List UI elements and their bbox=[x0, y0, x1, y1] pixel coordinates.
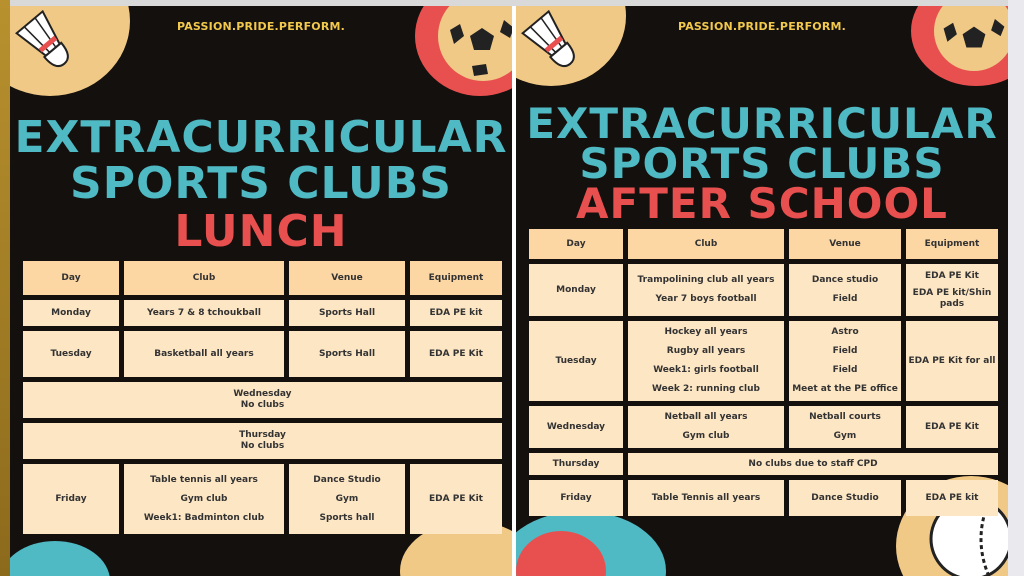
table-row bbox=[529, 406, 998, 448]
soccer-ball-icon bbox=[442, 6, 512, 80]
after-school-schedule-table bbox=[524, 224, 1003, 521]
soccer-ball-icon bbox=[936, 6, 1008, 76]
venue-line: Netball courts bbox=[809, 412, 881, 422]
equipment-cell: EDA PE Kit for all bbox=[906, 321, 998, 401]
venue-cell bbox=[789, 321, 901, 401]
venue-cell bbox=[789, 406, 901, 448]
club-line: Trampolining club all years bbox=[637, 275, 775, 285]
day-cell: Wednesday bbox=[529, 406, 623, 448]
no-clubs-note: No clubs bbox=[240, 400, 285, 410]
equipment-cell: EDA PE Kit bbox=[410, 331, 502, 377]
club-line: Gym club bbox=[682, 431, 730, 441]
note-cell: No clubs due to staff CPD bbox=[628, 453, 998, 475]
table-row bbox=[23, 331, 502, 377]
equipment-line: EDA PE kit/Shin pads bbox=[912, 287, 992, 309]
deco-circle-bottom-left bbox=[10, 541, 110, 576]
club-cell bbox=[628, 406, 784, 448]
header-day: Day bbox=[23, 261, 119, 295]
subtitle-after-school: AFTER SCHOOL bbox=[576, 179, 948, 228]
title-line2: SPORTS CLUBS bbox=[579, 139, 945, 188]
venue-line: Field bbox=[832, 294, 858, 304]
header-equipment: Equipment bbox=[410, 261, 502, 295]
club-cell: Years 7 & 8 tchoukball bbox=[124, 300, 284, 326]
table-header-row bbox=[23, 261, 502, 295]
header-club: Club bbox=[628, 229, 784, 259]
club-line: Rugby all years bbox=[666, 346, 746, 356]
club-line: Table tennis all years bbox=[150, 474, 258, 485]
day-cell: Tuesday bbox=[529, 321, 623, 401]
club-line: Hockey all years bbox=[664, 327, 748, 337]
header-venue: Venue bbox=[789, 229, 901, 259]
club-line: Week1: girls football bbox=[653, 365, 759, 375]
day-cell: Tuesday bbox=[23, 331, 119, 377]
club-cell bbox=[124, 464, 284, 534]
club-cell: Table Tennis all years bbox=[628, 480, 784, 516]
table-row bbox=[529, 480, 998, 516]
club-line: Week1: Badminton club bbox=[143, 512, 265, 523]
day-label: Wednesday bbox=[233, 389, 292, 399]
club-cell bbox=[628, 321, 784, 401]
club-cell: Basketball all years bbox=[124, 331, 284, 377]
frame-right-border bbox=[1008, 0, 1024, 576]
venue-cell: Sports Hall bbox=[289, 331, 405, 377]
table-row bbox=[529, 264, 998, 316]
venue-line: Field bbox=[832, 346, 858, 356]
title-line1: EXTRACURRICULAR bbox=[14, 112, 508, 163]
venue-line: Dance Studio bbox=[313, 474, 381, 485]
club-line: Gym club bbox=[180, 493, 228, 504]
header-day: Day bbox=[529, 229, 623, 259]
table-row bbox=[529, 321, 998, 401]
table-header-row bbox=[529, 229, 998, 259]
merged-day-cell bbox=[23, 423, 502, 459]
header-equipment: Equipment bbox=[906, 229, 998, 259]
no-clubs-note: No clubs bbox=[240, 441, 285, 451]
venue-cell bbox=[289, 464, 405, 534]
table-row bbox=[23, 423, 502, 459]
table-row bbox=[23, 464, 502, 534]
equipment-line: EDA PE Kit bbox=[925, 270, 979, 281]
header-venue: Venue bbox=[289, 261, 405, 295]
shuttlecock-icon bbox=[12, 8, 82, 78]
venue-cell: Sports Hall bbox=[289, 300, 405, 326]
club-cell bbox=[628, 264, 784, 316]
equipment-cell: EDA PE kit bbox=[410, 300, 502, 326]
day-cell: Monday bbox=[529, 264, 623, 316]
club-line: Year 7 boys football bbox=[655, 294, 757, 304]
frame-left-strip bbox=[0, 0, 10, 576]
venue-line: Sports hall bbox=[319, 512, 375, 523]
venue-line: Field bbox=[832, 365, 858, 375]
venue-line: Meet at the PE office bbox=[792, 384, 898, 394]
tagline: PASSION.PRIDE.PERFORM. bbox=[176, 20, 346, 33]
venue-line: Gym bbox=[335, 493, 359, 504]
venue-line: Astro bbox=[831, 327, 859, 337]
club-line: Netball all years bbox=[664, 412, 748, 422]
equipment-cell: EDA PE Kit bbox=[410, 464, 502, 534]
merged-day-cell bbox=[23, 382, 502, 418]
day-cell: Thursday bbox=[529, 453, 623, 475]
tagline: PASSION.PRIDE.PERFORM. bbox=[677, 20, 847, 33]
table-row bbox=[23, 382, 502, 418]
equipment-cell bbox=[906, 264, 998, 316]
poster-after-school bbox=[516, 6, 1008, 576]
equipment-cell: EDA PE kit bbox=[906, 480, 998, 516]
venue-cell bbox=[789, 264, 901, 316]
day-cell: Friday bbox=[23, 464, 119, 534]
venue-cell: Dance Studio bbox=[789, 480, 901, 516]
table-row bbox=[23, 300, 502, 326]
day-cell: Friday bbox=[529, 480, 623, 516]
table-row bbox=[529, 453, 998, 475]
header-club: Club bbox=[124, 261, 284, 295]
venue-line: Dance studio bbox=[811, 275, 879, 285]
club-line: Week 2: running club bbox=[652, 384, 760, 394]
shuttlecock-icon bbox=[518, 8, 588, 78]
day-label: Thursday bbox=[239, 430, 286, 440]
equipment-cell: EDA PE Kit bbox=[906, 406, 998, 448]
title-line1: EXTRACURRICULAR bbox=[526, 99, 998, 148]
lunch-schedule-table bbox=[18, 256, 507, 539]
venue-line: Gym bbox=[833, 431, 857, 441]
subtitle-lunch: LUNCH bbox=[174, 206, 348, 257]
title-line2: SPORTS CLUBS bbox=[70, 158, 452, 209]
day-cell: Monday bbox=[23, 300, 119, 326]
poster-lunch bbox=[10, 6, 512, 576]
